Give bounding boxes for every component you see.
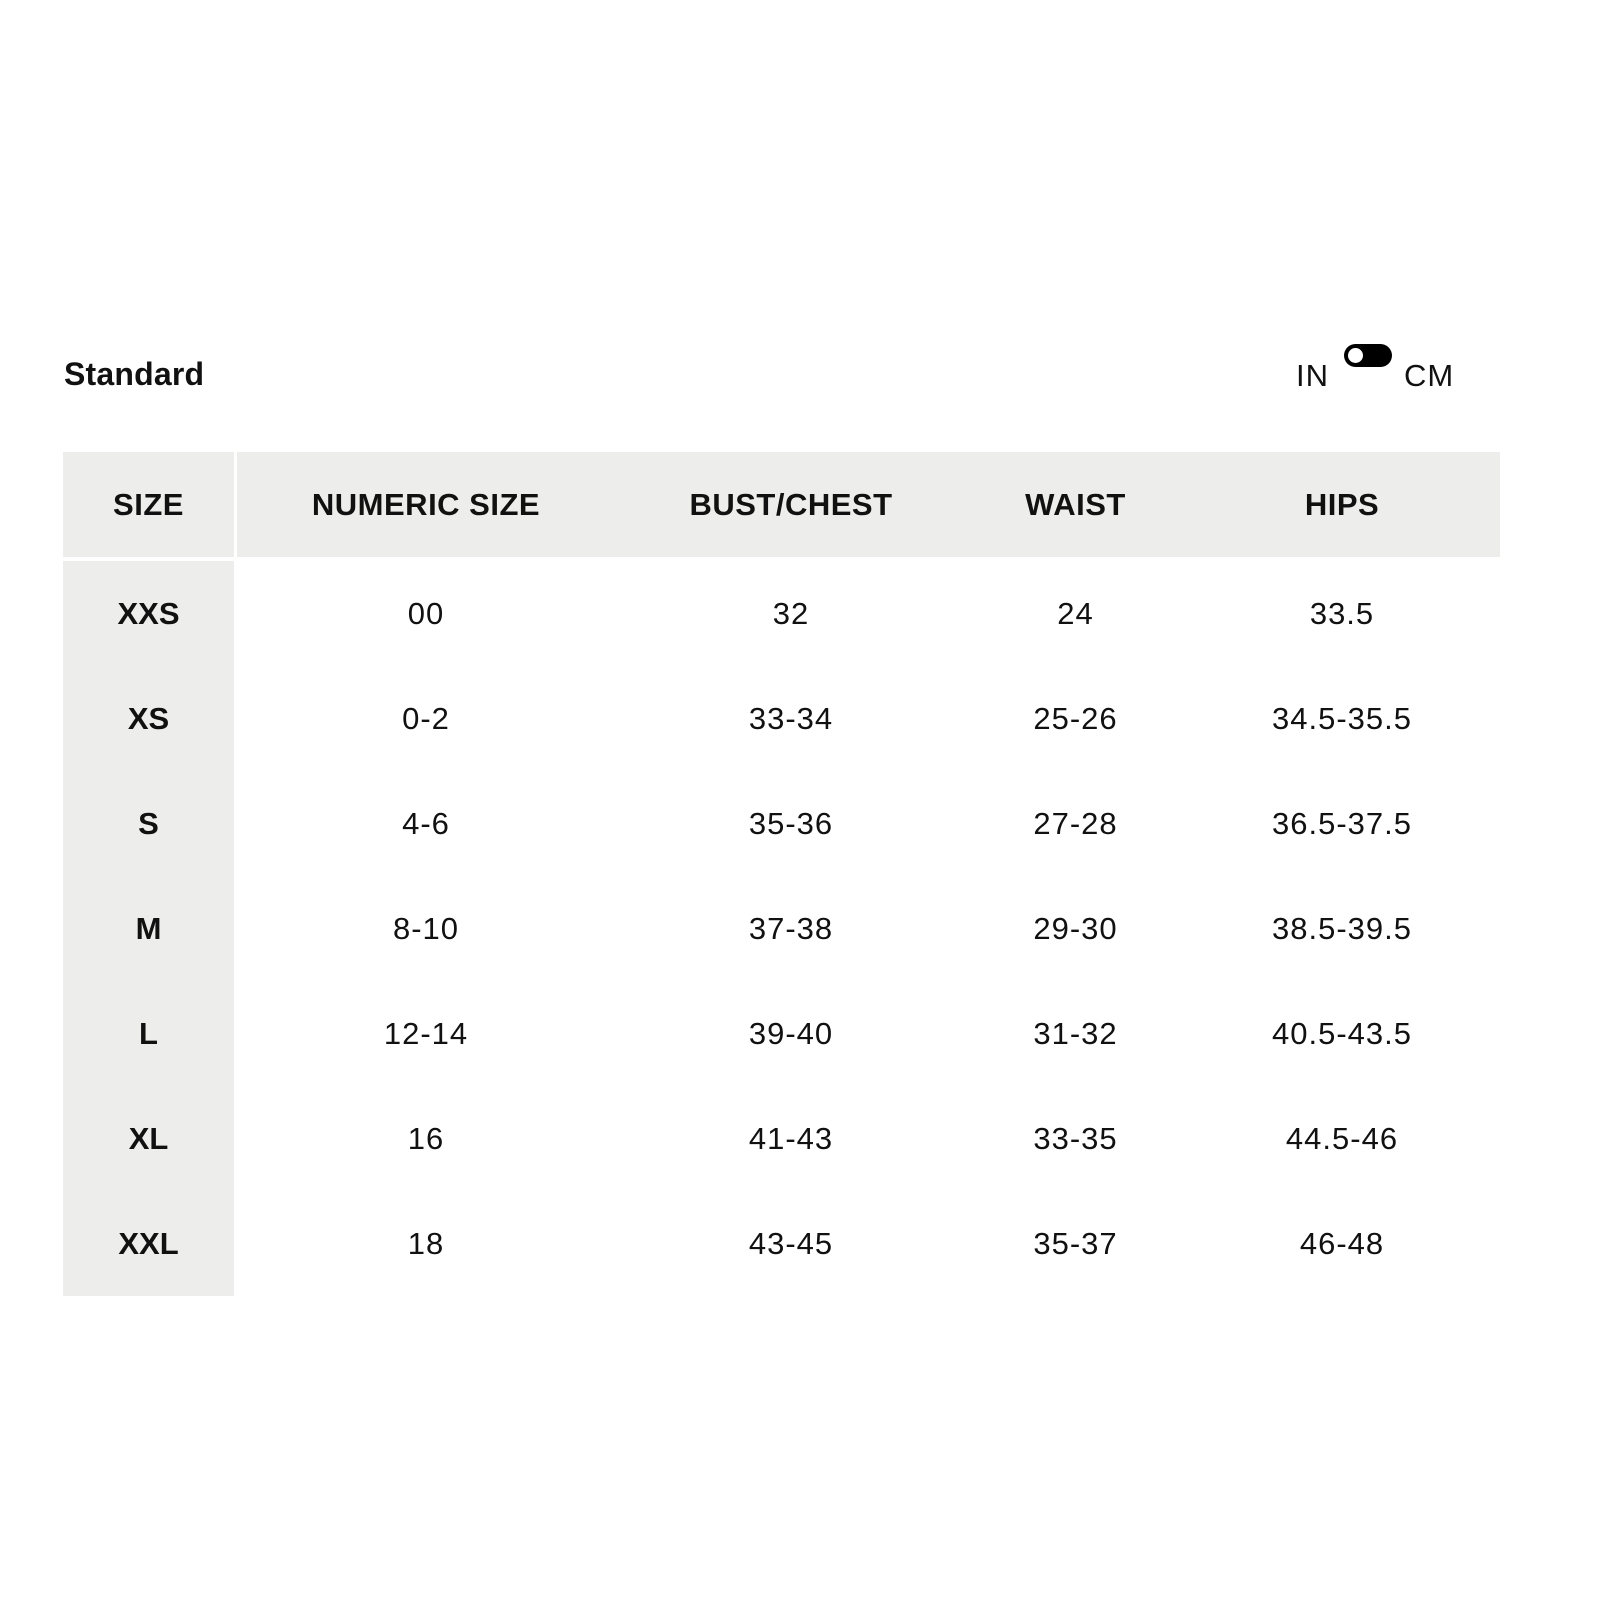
switch-knob <box>1348 348 1363 363</box>
bust-cell: 37-38 <box>615 876 967 981</box>
waist-cell: 31-32 <box>967 981 1184 1086</box>
numeric-size-cell: 00 <box>237 561 615 666</box>
waist-cell: 33-35 <box>967 1086 1184 1191</box>
hips-cell: 38.5-39.5 <box>1184 876 1500 981</box>
waist-cell: 29-30 <box>967 876 1184 981</box>
unit-label-in[interactable]: IN <box>1296 358 1329 393</box>
column-header-hips: HIPS <box>1184 452 1500 561</box>
hips-cell: 34.5-35.5 <box>1184 666 1500 771</box>
hips-cell: 36.5-37.5 <box>1184 771 1500 876</box>
bust-cell: 43-45 <box>615 1191 967 1296</box>
bust-cell: 32 <box>615 561 967 666</box>
table-row <box>63 876 1500 981</box>
hips-cell: 33.5 <box>1184 561 1500 666</box>
numeric-size-cell: 4-6 <box>237 771 615 876</box>
numeric-size-cell: 8-10 <box>237 876 615 981</box>
waist-cell: 24 <box>967 561 1184 666</box>
bust-cell: 41-43 <box>615 1086 967 1191</box>
size-table <box>63 452 1500 1296</box>
table-row <box>63 981 1500 1086</box>
size-cell: S <box>63 771 237 876</box>
unit-label-cm[interactable]: CM <box>1404 358 1455 393</box>
table-header-row <box>63 452 1500 561</box>
hips-cell: 44.5-46 <box>1184 1086 1500 1191</box>
waist-cell: 25-26 <box>967 666 1184 771</box>
section-title: Standard <box>64 356 205 392</box>
column-header-numeric-size: NUMERIC SIZE <box>237 452 615 561</box>
bust-cell: 33-34 <box>615 666 967 771</box>
numeric-size-cell: 16 <box>237 1086 615 1191</box>
size-cell: M <box>63 876 237 981</box>
hips-cell: 40.5-43.5 <box>1184 981 1500 1086</box>
table-row <box>63 771 1500 876</box>
unit-switch[interactable] <box>1344 344 1392 367</box>
bust-cell: 35-36 <box>615 771 967 876</box>
waist-cell: 35-37 <box>967 1191 1184 1296</box>
table-row <box>63 1086 1500 1191</box>
column-header-bust-chest: BUST/CHEST <box>615 452 967 561</box>
column-header-waist: WAIST <box>967 452 1184 561</box>
column-header-size: SIZE <box>63 452 237 561</box>
size-cell: XL <box>63 1086 237 1191</box>
hips-cell: 46-48 <box>1184 1191 1500 1296</box>
table-row <box>63 1191 1500 1296</box>
waist-cell: 27-28 <box>967 771 1184 876</box>
table-row <box>63 561 1500 666</box>
bust-cell: 39-40 <box>615 981 967 1086</box>
numeric-size-cell: 18 <box>237 1191 615 1296</box>
unit-toggle[interactable] <box>1296 340 1466 400</box>
table-row <box>63 666 1500 771</box>
size-cell: L <box>63 981 237 1086</box>
numeric-size-cell: 0-2 <box>237 666 615 771</box>
size-cell: XS <box>63 666 237 771</box>
size-cell: XXS <box>63 561 237 666</box>
size-cell: XXL <box>63 1191 237 1296</box>
numeric-size-cell: 12-14 <box>237 981 615 1086</box>
